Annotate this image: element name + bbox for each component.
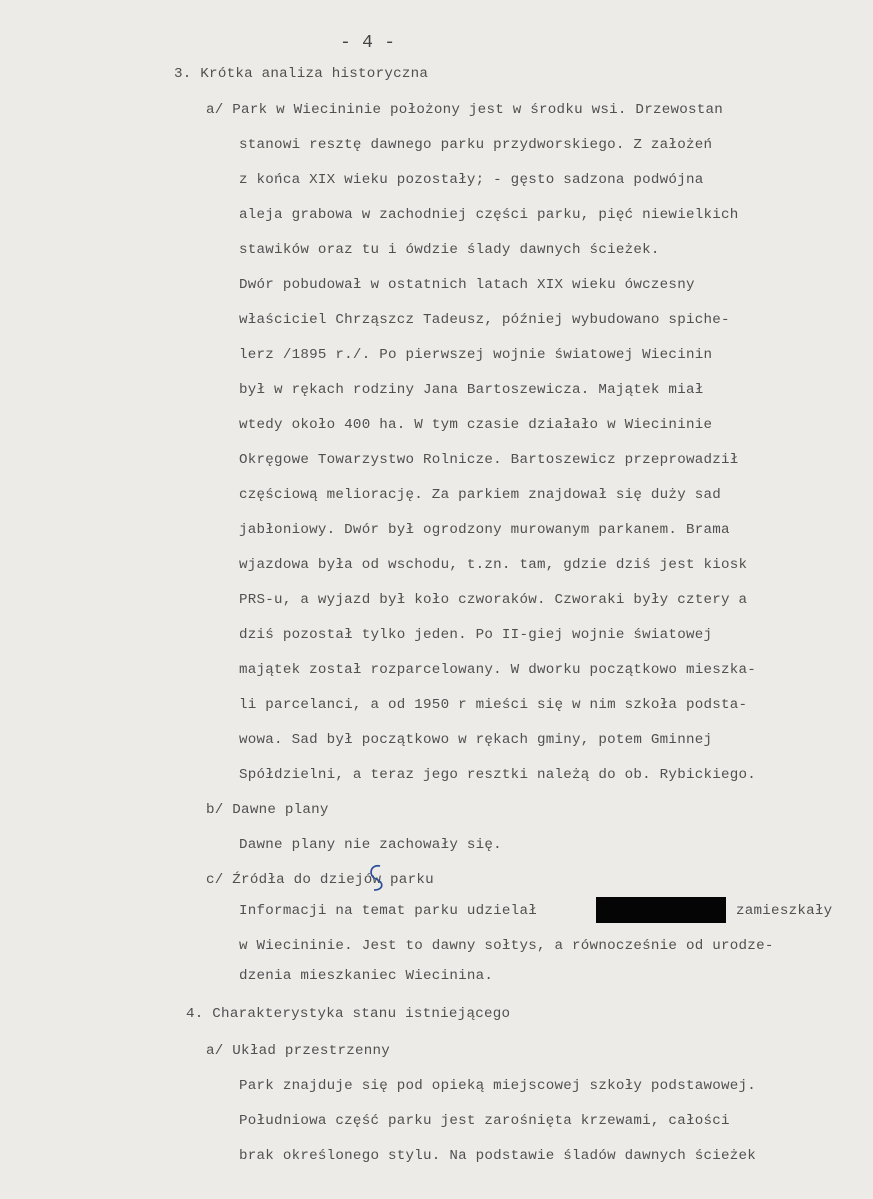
paragraph-line: lerz /1895 r./. Po pierwszej wojnie światowej Wiecinin <box>239 347 713 363</box>
section-heading-current-state: 4. Charakterystyka stanu istniejącego <box>186 1006 511 1022</box>
paragraph-line: dziś pozostał tylko jeden. Po II-giej wojnie światowej <box>239 627 713 643</box>
paragraph-line: Park znajduje się pod opieką miejscowej szkoły podstawowej. <box>239 1078 757 1094</box>
paragraph-line: w Wiecininie. Jest to dawny sołtys, a równocześnie od urodze- <box>239 938 774 954</box>
paragraph-line: wtedy około 400 ha. W tym czasie działało w Wiecininie <box>239 417 713 433</box>
paragraph-line: stawików oraz tu i ówdzie ślady dawnych ścieżek. <box>239 242 660 258</box>
subsection-heading-sources: c/ Źródła do dziejów parku <box>206 872 434 888</box>
paragraph-line: Dwór pobudował w ostatnich latach XIX wieku ówczesny <box>239 277 695 293</box>
page-number: - 4 - <box>340 33 396 53</box>
paragraph-line: Dawne plany nie zachowały się. <box>239 837 502 853</box>
paragraph-line: majątek został rozparcelowany. W dworku początkowo mieszka- <box>239 662 757 678</box>
paragraph-line: częściową meliorację. Za parkiem znajdował się duży sad <box>239 487 722 503</box>
paragraph-line: zamieszkały <box>736 903 833 919</box>
paragraph-line: a/ Park w Wiecininie położony jest w środku wsi. Drzewostan <box>206 102 724 118</box>
paragraph-line: brak określonego stylu. Na podstawie śladów dawnych ścieżek <box>239 1148 757 1164</box>
paragraph-line: jabłoniowy. Dwór był ogrodzony murowanym parkanem. Brama <box>239 522 730 538</box>
paragraph-line: Południowa część parku jest zarośnięta krzewami, całości <box>239 1113 730 1129</box>
paragraph-line: Okręgowe Towarzystwo Rolnicze. Bartoszewicz przeprowadził <box>239 452 739 468</box>
paragraph-line: PRS-u, a wyjazd był koło czworaków. Czworaki były cztery a <box>239 592 748 608</box>
paragraph-line: był w rękach rodziny Jana Bartoszewicza. Majątek miał <box>239 382 704 398</box>
paragraph-line: dzenia mieszkaniec Wiecinina. <box>239 968 494 984</box>
paragraph-line: wowa. Sad był początkowo w rękach gminy, potem Gminnej <box>239 732 713 748</box>
subsection-heading-old-plans: b/ Dawne plany <box>206 802 329 818</box>
section-heading-history: 3. Krótka analiza historyczna <box>174 66 429 82</box>
paragraph-line: wjazdowa była od wschodu, t.zn. tam, gdzie dziś jest kiosk <box>239 557 748 573</box>
redaction-box <box>596 897 726 923</box>
paragraph-line: aleja grabowa w zachodniej części parku, pięć niewielkich <box>239 207 739 223</box>
paragraph-line: właściciel Chrząszcz Tadeusz, później wybudowano spiche- <box>239 312 730 328</box>
paragraph-line: z końca XIX wieku pozostały; - gęsto sadzona podwójna <box>239 172 704 188</box>
paragraph-line: li parcelanci, a od 1950 r mieści się w nim szkoła podsta- <box>239 697 748 713</box>
subsection-heading-layout: a/ Układ przestrzenny <box>206 1043 391 1059</box>
paragraph-line: stanowi resztę dawnego parku przydworskiego. Z założeń <box>239 137 713 153</box>
paragraph-line: Spółdzielni, a teraz jego resztki należą do ob. Rybickiego. <box>239 767 757 783</box>
paragraph-line: Informacji na temat parku udzielał <box>239 903 537 919</box>
